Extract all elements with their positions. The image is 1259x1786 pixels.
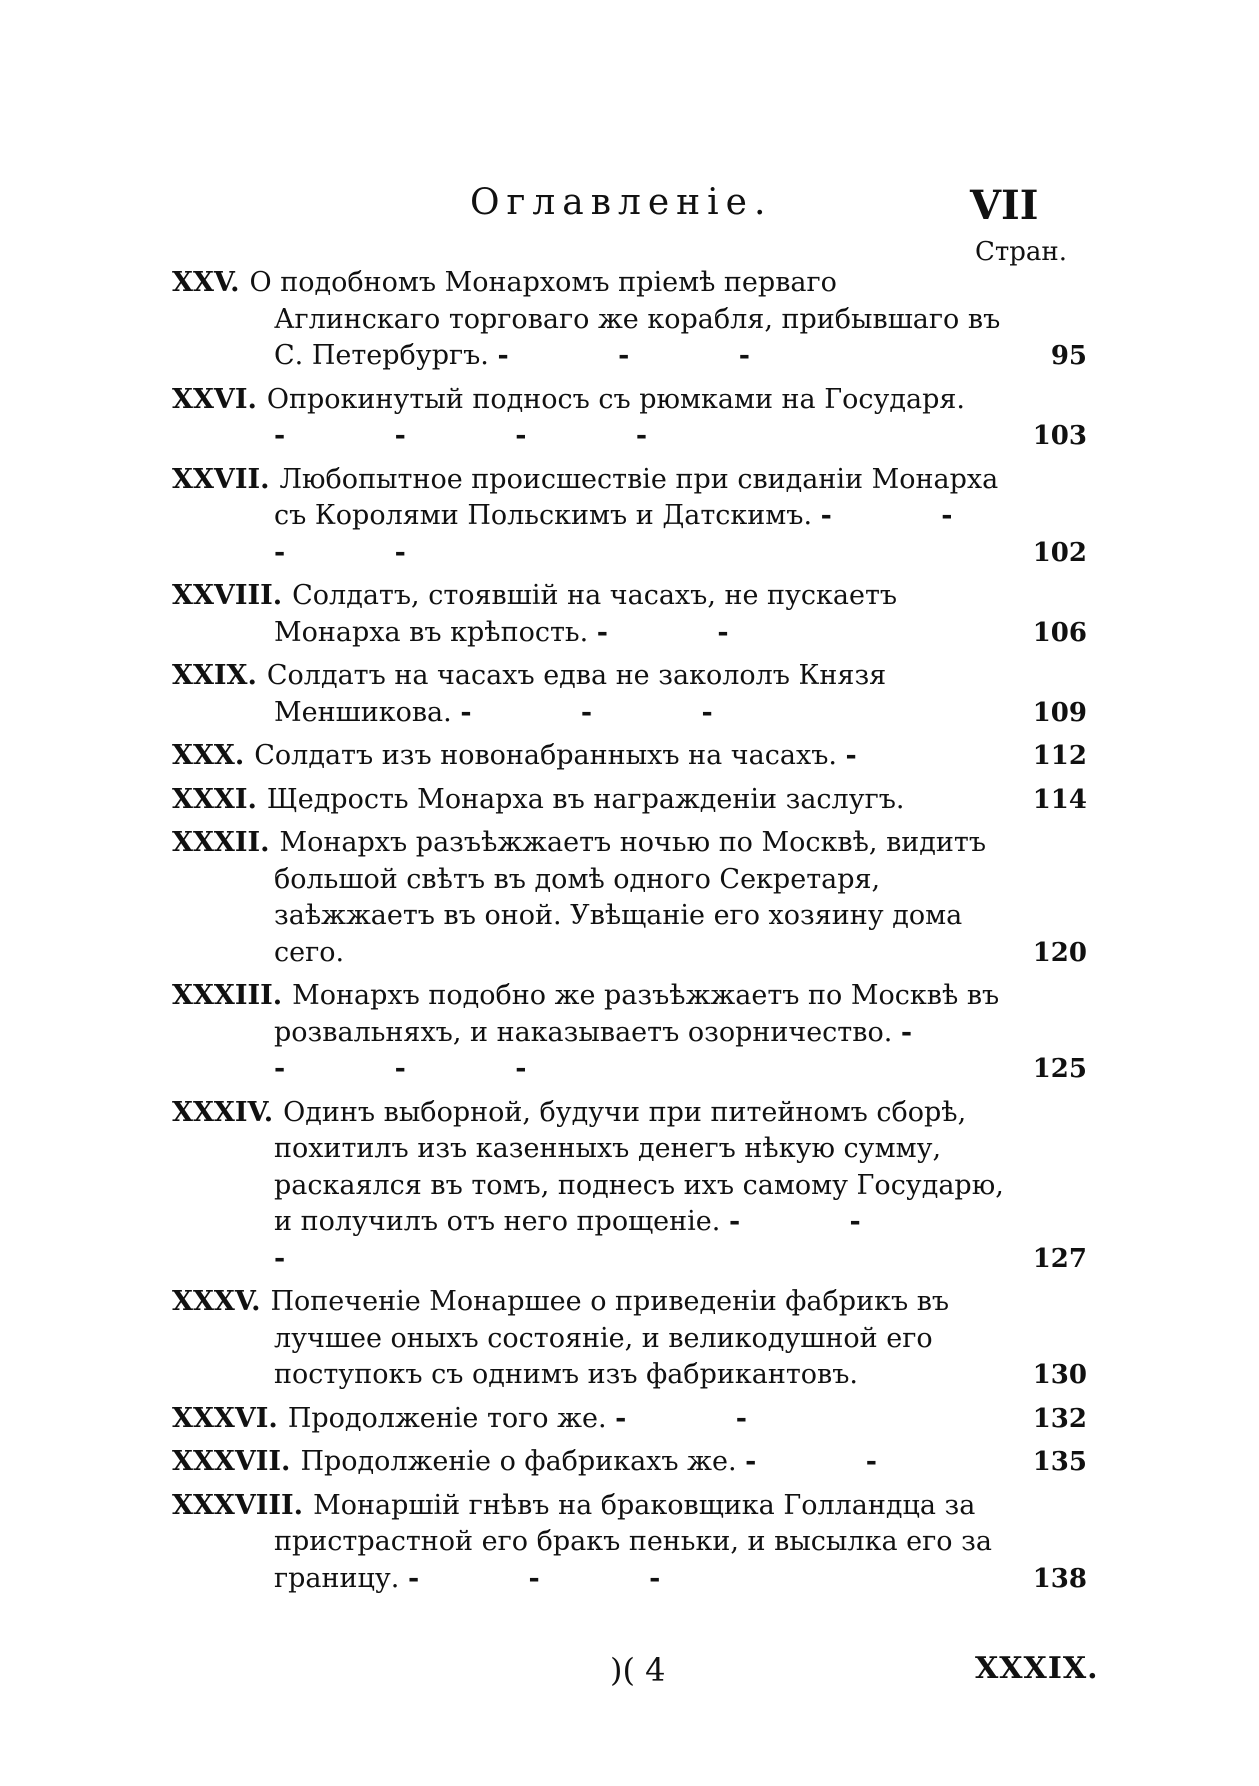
page-number-roman: VII [970,182,1039,229]
toc-leader-dots: - - - [497,340,800,371]
toc-leader-dots: - - - [274,1206,911,1274]
toc-entry-text: Продолженіе того же. [287,1402,607,1434]
toc-entry-body [172,825,1005,971]
toc-entry-page: 138 [1032,1563,1087,1594]
toc-entry-body [172,738,1005,775]
toc-entry [172,1401,1087,1438]
toc-entry-page: 132 [1032,1403,1087,1434]
toc-entry-body [172,578,1005,651]
toc-entry-text: Солдатъ изъ новонабранныхъ на часахъ. [254,740,837,771]
toc-entry-number: XXV. [172,267,240,298]
toc-entry [172,578,1087,651]
toc-entry-text: Монаршій гнѣвъ на браковщика Голландца за пристрастной его бракъ пеньки, и высылка его за границу. [274,1489,992,1594]
toc-entry-number: XXXIV. [172,1096,274,1128]
toc-entry-number: XXXI. [172,783,257,815]
toc-entry [172,462,1087,572]
toc-entry [172,265,1087,375]
toc-entry-body [172,1444,1005,1481]
toc-entry-text: Продолженіе о фабрикахъ же. [300,1446,737,1477]
toc-entry [172,782,1087,819]
toc-leader-dots: - [845,740,907,771]
toc-entry-number: XXIX. [172,660,257,691]
toc-entry-text: Солдатъ на часахъ едва не закололъ Князя Меншикова. [266,660,887,728]
toc-entry-page: 127 [1032,1243,1087,1274]
toc-entry-text: Монархъ подобно же разъѣжжаетъ по Москвѣ въ розвальняхъ, и наказываетъ озорничество. [274,980,1000,1048]
toc-entry-text: Солдатъ, стоявшій на часахъ, не пускаетъ Монарха въ крѣпость. [274,580,898,648]
toc-entry [172,382,1087,455]
toc-entry-number: XXVIII. [172,580,283,611]
toc-leader-dots: - - - [460,696,763,728]
toc-entry [172,658,1087,731]
toc-entry-page: 95 [1050,341,1087,371]
toc-entry-text: Щедрость Монарха въ награжденіи заслугъ. [266,783,905,815]
toc-leader-dots: - - - - [274,1016,963,1084]
toc-entry-page: 106 [1032,617,1087,648]
toc-entry-body [172,978,1005,1088]
toc-entry-number: XXXII. [172,827,270,858]
toc-leader-dots: - - [615,1402,797,1434]
toc-entry-body [172,462,1005,572]
toc-entry-body [172,782,1005,819]
toc-entry-text: Попеченіе Монаршее о приведеніи фабрикъ въ лучшее оныхъ состояніе, и великодушной его поступокъ съ однимъ изъ фабрикантовъ. [270,1286,950,1390]
toc-entry [172,978,1087,1088]
table-of-contents [172,265,1087,1604]
toc-entry-number: XXVI. [172,383,257,415]
toc-entry-body [172,265,1005,375]
toc-entry [172,738,1087,775]
toc-entry-page: 130 [1032,1360,1087,1390]
toc-entry-number: XXXIII. [172,980,283,1011]
toc-entry-page: 120 [1032,937,1087,968]
signature-mark: )( 4 [610,1651,666,1689]
toc-entry-page: 103 [1032,421,1087,451]
toc-entry-page: 112 [1032,741,1087,771]
toc-entry-number: XXXV. [172,1286,261,1317]
toc-entry-text: Любопытное происшествіе при свиданіи Монарха съ Королями Польскимъ и Датскимъ. [274,463,999,531]
page-title: Оглавленіе. [470,182,773,223]
toc-entry-number: XXXVII. [172,1446,291,1477]
toc-entry [172,825,1087,971]
toc-entry-number: XXXVI. [172,1402,278,1434]
toc-leader-dots: - - - [407,1562,711,1594]
toc-entry-body [172,1095,1005,1278]
toc-entry-number: XXX. [172,740,245,771]
toc-entry-page: 125 [1032,1054,1087,1084]
toc-leader-dots: - - [745,1446,927,1477]
toc-entry [172,1284,1087,1394]
toc-leader-dots: - - - - [274,420,698,451]
toc-entry-body [172,1284,1005,1394]
toc-entry [172,1488,1087,1598]
toc-entry-page: 102 [1032,537,1087,568]
toc-entry [172,1095,1087,1278]
toc-entry-text: Одинъ выборной, будучи при питейномъ сборѣ, похитилъ изъ казенныхъ денегъ нѣкую сумму, раскаялся въ томъ, поднесъ ихъ самому Государю, и получилъ отъ него прощеніе. [274,1096,1004,1237]
toc-entry-body [172,382,1005,455]
toc-entry-number: XXXVIII. [172,1489,304,1521]
toc-entry-body [172,658,1005,731]
toc-leader-dots: - - [596,616,779,648]
toc-entry-body [172,1488,1005,1598]
catchword: XXXIX. [975,1651,1099,1686]
toc-entry-page: 114 [1032,784,1087,815]
toc-entry-number: XXVII. [172,463,270,495]
page-column-label: Стран. [975,237,1068,267]
toc-entry-page: 109 [1032,697,1087,728]
toc-entry-text: Опрокинутый подносъ съ рюмками на Государя. [266,383,965,415]
toc-entry [172,1444,1087,1481]
toc-entry-body [172,1401,1005,1438]
toc-leader-dots: - - - - [274,500,1003,568]
toc-entry-page: 135 [1032,1447,1087,1477]
toc-entry-text: Монархъ разъѣжжаетъ ночью по Москвѣ, видитъ большой свѣтъ въ домѣ одного Секретаря, заѣжжаетъ въ оной. Увѣщаніе его хозяину дома сего. [274,827,986,968]
toc-entry-text: О подобномъ Монархомъ пріемѣ перваго Аглинскаго торговаго же корабля, прибывшаго въ С. Петербургъ. [249,267,1001,371]
